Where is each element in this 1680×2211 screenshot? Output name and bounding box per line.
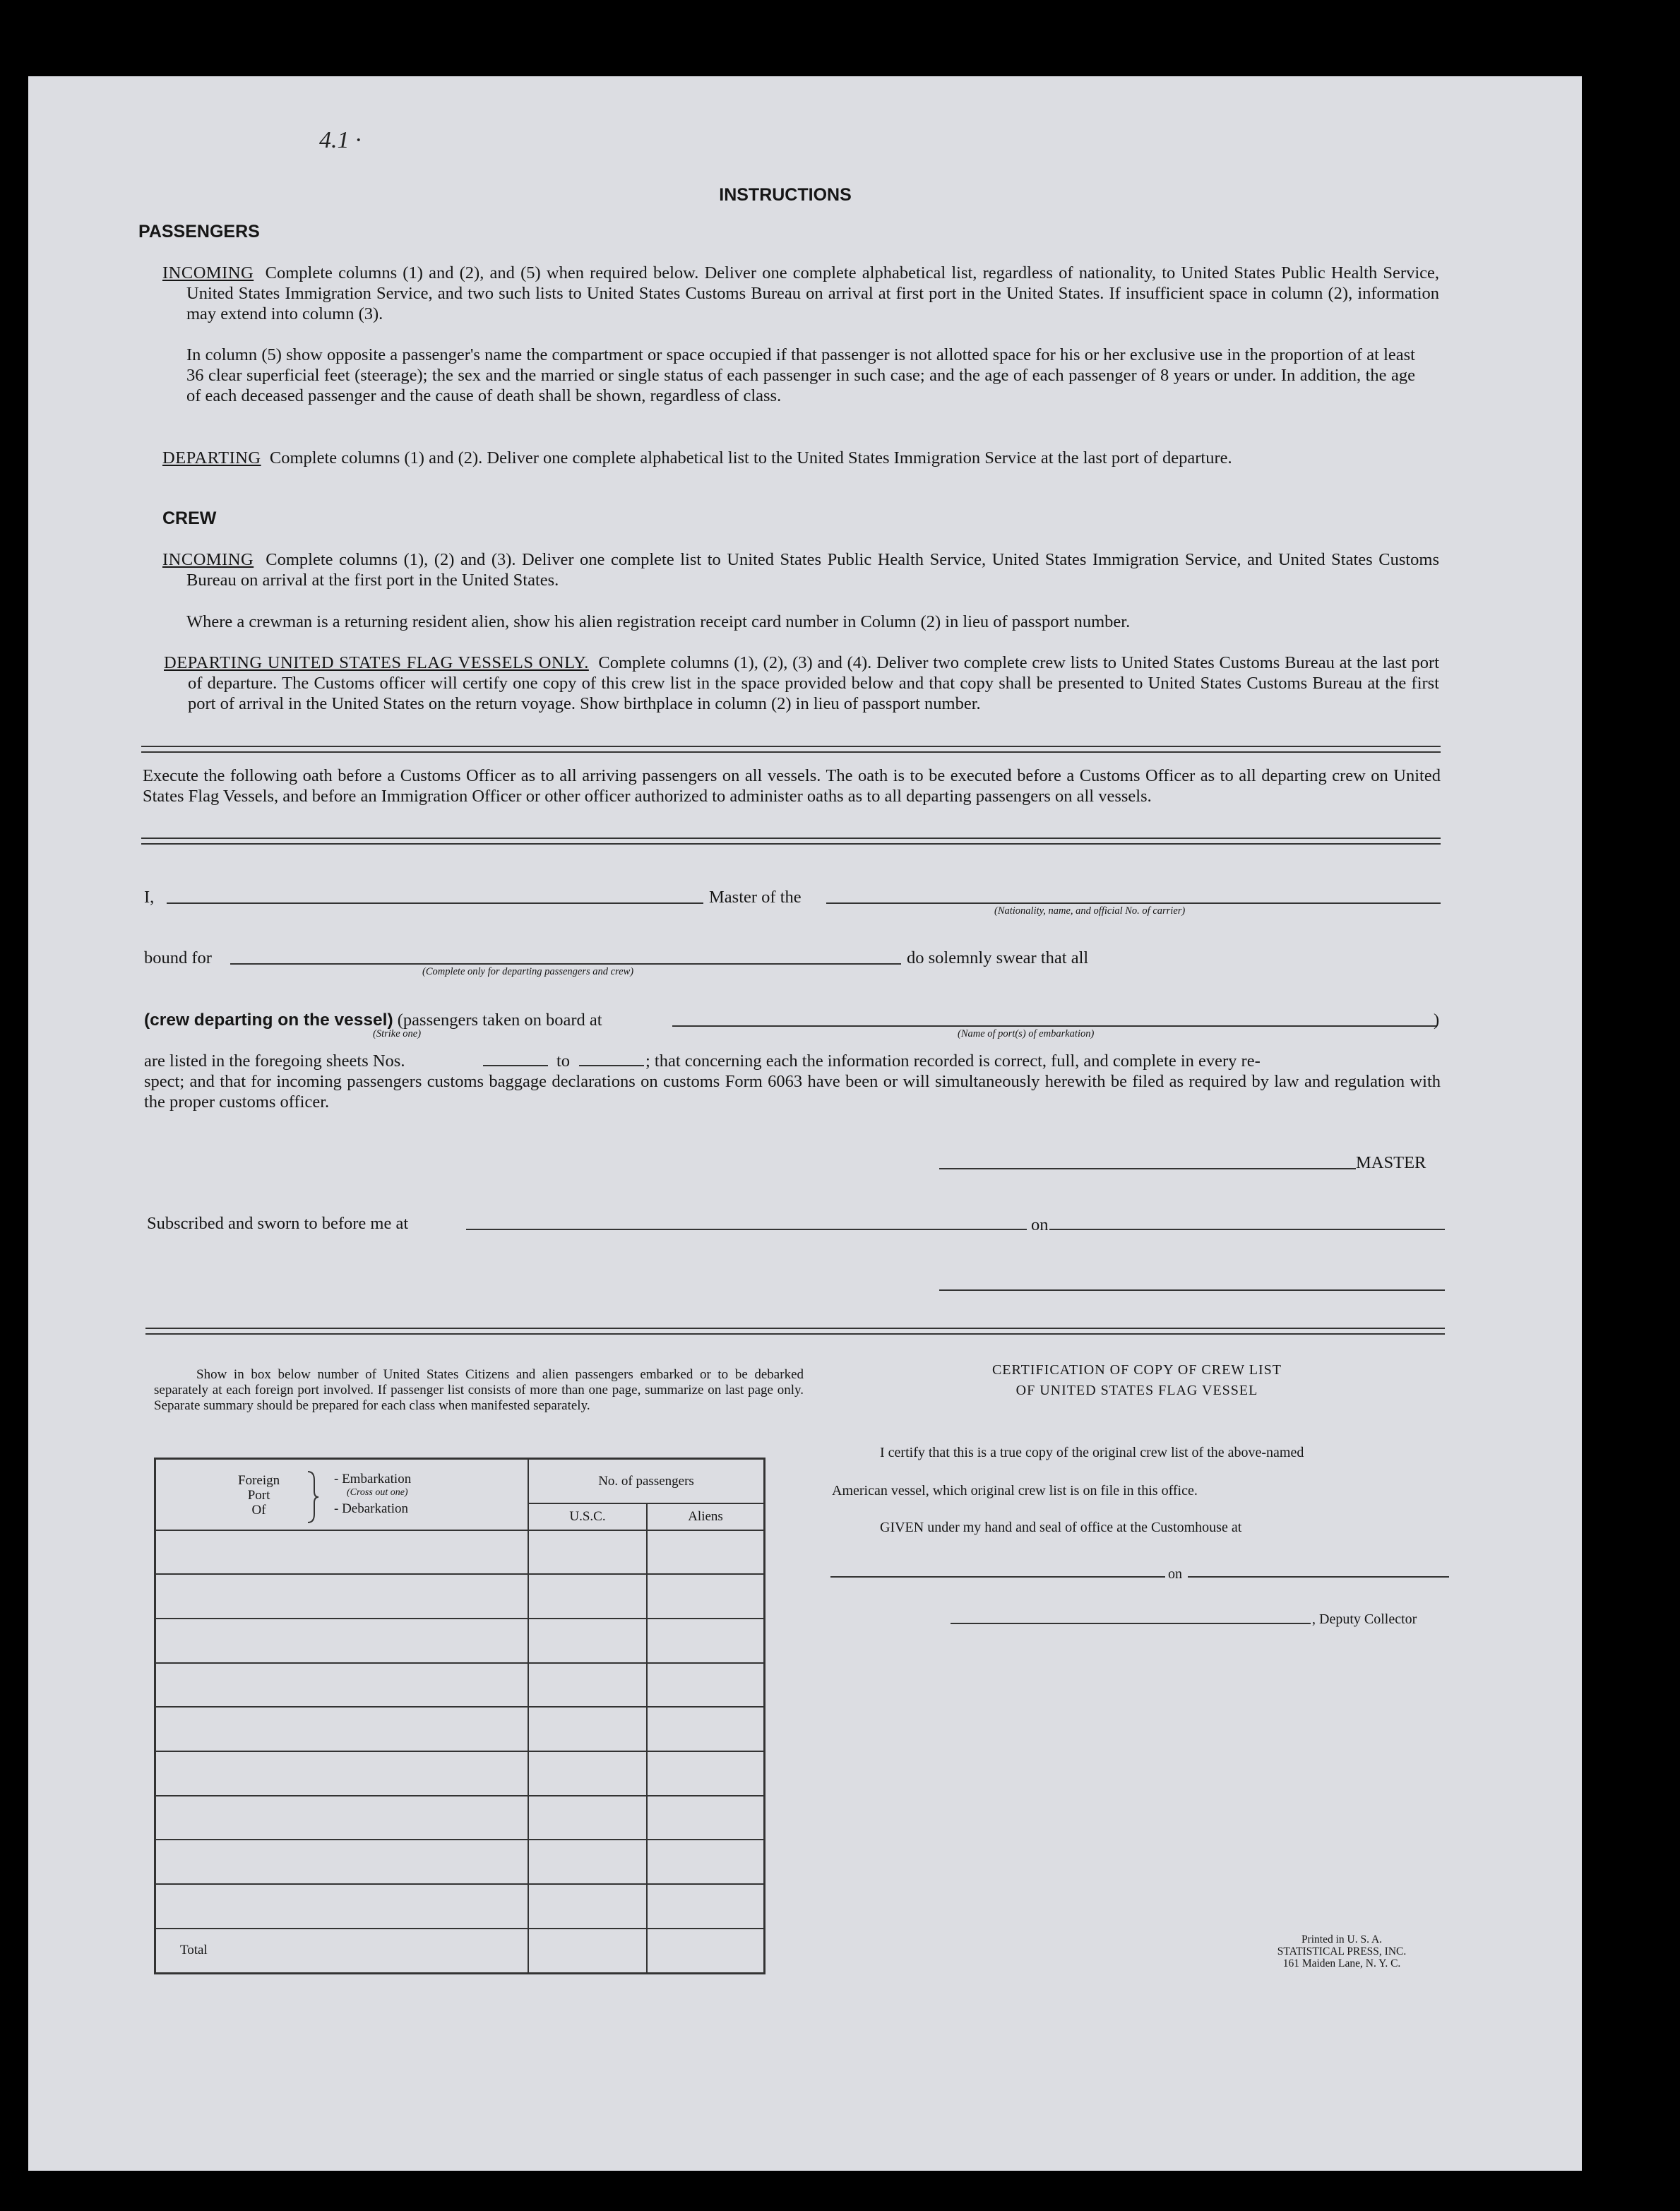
sworn-on-label: on bbox=[1031, 1215, 1049, 1234]
port-label: Port bbox=[247, 1488, 270, 1503]
strike-caption: (Strike one) bbox=[373, 1028, 422, 1039]
close-paren: ) bbox=[1434, 1011, 1440, 1030]
aliens-cell[interactable] bbox=[647, 1663, 765, 1708]
passengers-incoming-text: Complete columns (1) and (2), and (5) when required below. Deliver one complete alphabetical list, regardless of nationality, to United States Public Health Service, United States Immigration Service, and two such lists to United States Customs Bureau on arrival at first port in the United States. If insufficient space in column (2), information may extend into column (3). bbox=[186, 263, 1440, 323]
carrier-caption: (Nationality, name, and official No. of carrier) bbox=[994, 905, 1186, 917]
table-row bbox=[155, 1663, 765, 1708]
listed-text-2: ; that concerning each the information recorded is correct, full, and complete in every re- bbox=[645, 1051, 1261, 1071]
cert-date-field[interactable] bbox=[1188, 1576, 1449, 1578]
brace-icon bbox=[306, 1470, 320, 1524]
crew-alien-paragraph: Where a crewman is a returning resident alien, show his alien registration receipt card number in Column (2) in lieu of passport number. bbox=[186, 612, 1131, 631]
aliens-cell[interactable] bbox=[647, 1707, 765, 1751]
passenger-summary-table bbox=[154, 1458, 765, 1974]
crew-flag-label: DEPARTING UNITED STATES FLAG VESSELS ONLY. bbox=[164, 653, 589, 672]
passengers-incoming-paragraph bbox=[162, 263, 1439, 324]
crew-flag-paragraph bbox=[164, 652, 1439, 714]
certify-line-1: I certify that this is a true copy of the original crew list of the above-named bbox=[880, 1445, 1304, 1460]
crew-passenger-line bbox=[144, 1010, 602, 1030]
officer-signature-field[interactable] bbox=[939, 1289, 1445, 1291]
certification-title-line-1: CERTIFICATION OF COPY OF CREW LIST bbox=[991, 1362, 1282, 1378]
aliens-cell[interactable] bbox=[647, 1796, 765, 1840]
crew-incoming-label: INCOMING bbox=[162, 550, 254, 569]
usc-cell[interactable] bbox=[528, 1574, 647, 1619]
sheet-to-field[interactable] bbox=[579, 1065, 644, 1066]
embarkation-caption: (Name of port(s) of embarkation) bbox=[958, 1028, 1095, 1039]
aliens-cell[interactable] bbox=[647, 1884, 765, 1929]
column5-paragraph: In column (5) show opposite a passenger's name the compartment or space occupied if that passenger is not allotted space for his or her exclusive use in the proportion of at least 36 clear superficial feet (steerage); the sex and the married or single status of each passenger in such case; and the age of each passenger of 8 years or under. In addition, the age of each deceased passenger and the cause of death shall be shown, regardless of class. bbox=[186, 345, 1415, 405]
usc-cell[interactable] bbox=[528, 1751, 647, 1796]
bound-for-label: bound for bbox=[144, 948, 212, 967]
certify-line-2: American vessel, which original crew list is on file in this office. bbox=[832, 1483, 1198, 1498]
table-row bbox=[155, 1796, 765, 1840]
port-cell[interactable] bbox=[155, 1574, 529, 1619]
oath-instructions: Execute the following oath before a Customs Officer as to all arriving passengers on all vessels. The oath is to be executed before a Customs Officer as to all departing crew on United States Flag Vessels, and before an Immigration Officer or other officer authorized to administer oaths as to all departing passengers on all vessels. bbox=[143, 766, 1441, 806]
aliens-cell[interactable] bbox=[647, 1619, 765, 1663]
usc-cell[interactable] bbox=[528, 1530, 647, 1575]
table-row bbox=[155, 1751, 765, 1796]
passengers-departing-paragraph bbox=[162, 448, 1439, 468]
sworn-place-field[interactable] bbox=[466, 1229, 1027, 1230]
port-cell[interactable] bbox=[155, 1663, 529, 1708]
bound-for-field[interactable] bbox=[230, 963, 901, 965]
passengers-incoming-label: INCOMING bbox=[162, 263, 254, 282]
table-row bbox=[155, 1840, 765, 1884]
aliens-cell[interactable] bbox=[647, 1530, 765, 1575]
port-cell[interactable] bbox=[155, 1707, 529, 1751]
aliens-total-cell[interactable] bbox=[647, 1929, 765, 1974]
debarkation-label: - Debarkation bbox=[334, 1501, 408, 1517]
sworn-date-field[interactable] bbox=[1049, 1229, 1445, 1230]
printer-imprint bbox=[1201, 1933, 1483, 1969]
bound-for-caption: (Complete only for departing passengers and crew) bbox=[422, 966, 634, 977]
crew-incoming-text: Complete columns (1), (2) and (3). Deliver one complete list to United States Public Health Service, United States Immigration Service, and United States Customs Bureau on arrival at the first port in the United States. bbox=[186, 550, 1439, 590]
usc-cell[interactable] bbox=[528, 1663, 647, 1708]
port-cell[interactable] bbox=[155, 1530, 529, 1575]
listed-text-1: are listed in the foregoing sheets Nos. bbox=[144, 1051, 405, 1071]
deputy-collector-label: , Deputy Collector bbox=[1312, 1611, 1417, 1627]
of-label: Of bbox=[251, 1503, 266, 1518]
passengers-heading: PASSENGERS bbox=[138, 222, 260, 242]
listed-line-1 bbox=[144, 1051, 405, 1071]
crew-incoming-paragraph bbox=[162, 549, 1439, 590]
usc-total-cell[interactable] bbox=[528, 1929, 647, 1974]
master-signature-field[interactable] bbox=[939, 1168, 1356, 1169]
given-line: GIVEN under my hand and seal of office at the Customhouse at bbox=[880, 1520, 1242, 1535]
aliens-cell[interactable] bbox=[647, 1751, 765, 1796]
deputy-signature-field[interactable] bbox=[951, 1623, 1311, 1624]
double-rule bbox=[141, 746, 1441, 753]
page-title: INSTRUCTIONS bbox=[719, 185, 852, 205]
no-of-passengers-header: No. of passengers bbox=[528, 1459, 765, 1504]
port-header-cell bbox=[155, 1459, 529, 1530]
summary-instructions: Show in box below number of United States Citizens and alien passengers embarked or to be debarked separately at each foreign port involved. If passenger list consists of more than one page, summarize on last page only. Separate summary should be prepared for each class when manifested separately. bbox=[154, 1367, 804, 1413]
printer-line-2: STATISTICAL PRESS, INC. bbox=[1277, 1945, 1407, 1957]
embarkation-port-field[interactable] bbox=[672, 1025, 1436, 1027]
usc-header: U.S.C. bbox=[528, 1503, 647, 1530]
embarkation-label: - Embarkation bbox=[334, 1472, 412, 1487]
cert-on-label: on bbox=[1168, 1566, 1182, 1582]
total-row bbox=[155, 1929, 765, 1974]
port-cell[interactable] bbox=[155, 1884, 529, 1929]
port-cell[interactable] bbox=[155, 1796, 529, 1840]
aliens-cell[interactable] bbox=[647, 1574, 765, 1619]
certification-title-line-2: OF UNITED STATES FLAG VESSEL bbox=[1015, 1383, 1258, 1398]
aliens-cell[interactable] bbox=[647, 1840, 765, 1884]
swear-text: do solemnly swear that all bbox=[907, 948, 1089, 967]
passengers-departing-label: DEPARTING bbox=[162, 448, 261, 467]
printer-line-1: Printed in U. S. A. bbox=[1301, 1933, 1383, 1945]
total-label: Total bbox=[155, 1929, 529, 1974]
table-row bbox=[155, 1619, 765, 1663]
certification-title bbox=[876, 1360, 1398, 1401]
crew-heading: CREW bbox=[162, 508, 217, 528]
listed-to: to bbox=[556, 1051, 571, 1071]
double-rule bbox=[141, 838, 1441, 845]
master-of-label: Master of the bbox=[709, 888, 802, 907]
passengers-taken-text: (passengers taken on board at bbox=[397, 1011, 602, 1030]
usc-cell[interactable] bbox=[528, 1884, 647, 1929]
listed-text-3: spect; and that for incoming passengers customs baggage declarations on customs Form 6063 have been or will simultaneously herewith be filed as required by law and regulation with the proper customs officer. bbox=[144, 1072, 1441, 1112]
usc-cell[interactable] bbox=[528, 1619, 647, 1663]
subscribed-label: Subscribed and sworn to before me at bbox=[147, 1214, 409, 1233]
table-row bbox=[155, 1707, 765, 1751]
customhouse-field[interactable] bbox=[830, 1576, 1165, 1578]
port-cell[interactable] bbox=[155, 1840, 529, 1884]
table-row bbox=[155, 1884, 765, 1929]
foreign-label: Foreign bbox=[238, 1473, 280, 1489]
printer-line-3: 161 Maiden Lane, N. Y. C. bbox=[1282, 1957, 1401, 1969]
master-name-field[interactable] bbox=[167, 902, 703, 904]
crew-departing-text: (crew departing on the vessel) bbox=[144, 1011, 393, 1030]
table-row bbox=[155, 1530, 765, 1575]
cross-out-caption: (Cross out one) bbox=[347, 1487, 408, 1498]
port-cell[interactable] bbox=[155, 1751, 529, 1796]
oath-i-label: I, bbox=[144, 888, 155, 907]
aliens-header: Aliens bbox=[647, 1503, 765, 1530]
handwritten-mark: 4.1 · bbox=[319, 127, 362, 153]
sheet-from-field[interactable] bbox=[483, 1065, 548, 1066]
master-label: MASTER bbox=[1356, 1153, 1426, 1172]
table-row bbox=[155, 1574, 765, 1619]
usc-cell[interactable] bbox=[528, 1707, 647, 1751]
crew-flag-text: Complete columns (1), (2), (3) and (4). Deliver two complete crew lists to United States Customs Bureau at the last port of departure. The Customs officer will certify one copy of this crew list in the space provided below and that copy shall be presented to United States Customs Bureau at the first port of arrival in the United States on the return voyage. Show birthplace in column (2) in lieu of passport number. bbox=[188, 653, 1439, 713]
carrier-field[interactable] bbox=[826, 902, 1441, 904]
usc-cell[interactable] bbox=[528, 1840, 647, 1884]
passengers-departing-text: Complete columns (1) and (2). Deliver one complete alphabetical list to the United States Immigration Service at the last port of departure. bbox=[269, 448, 1232, 467]
port-cell[interactable] bbox=[155, 1619, 529, 1663]
double-rule bbox=[145, 1328, 1445, 1335]
usc-cell[interactable] bbox=[528, 1796, 647, 1840]
